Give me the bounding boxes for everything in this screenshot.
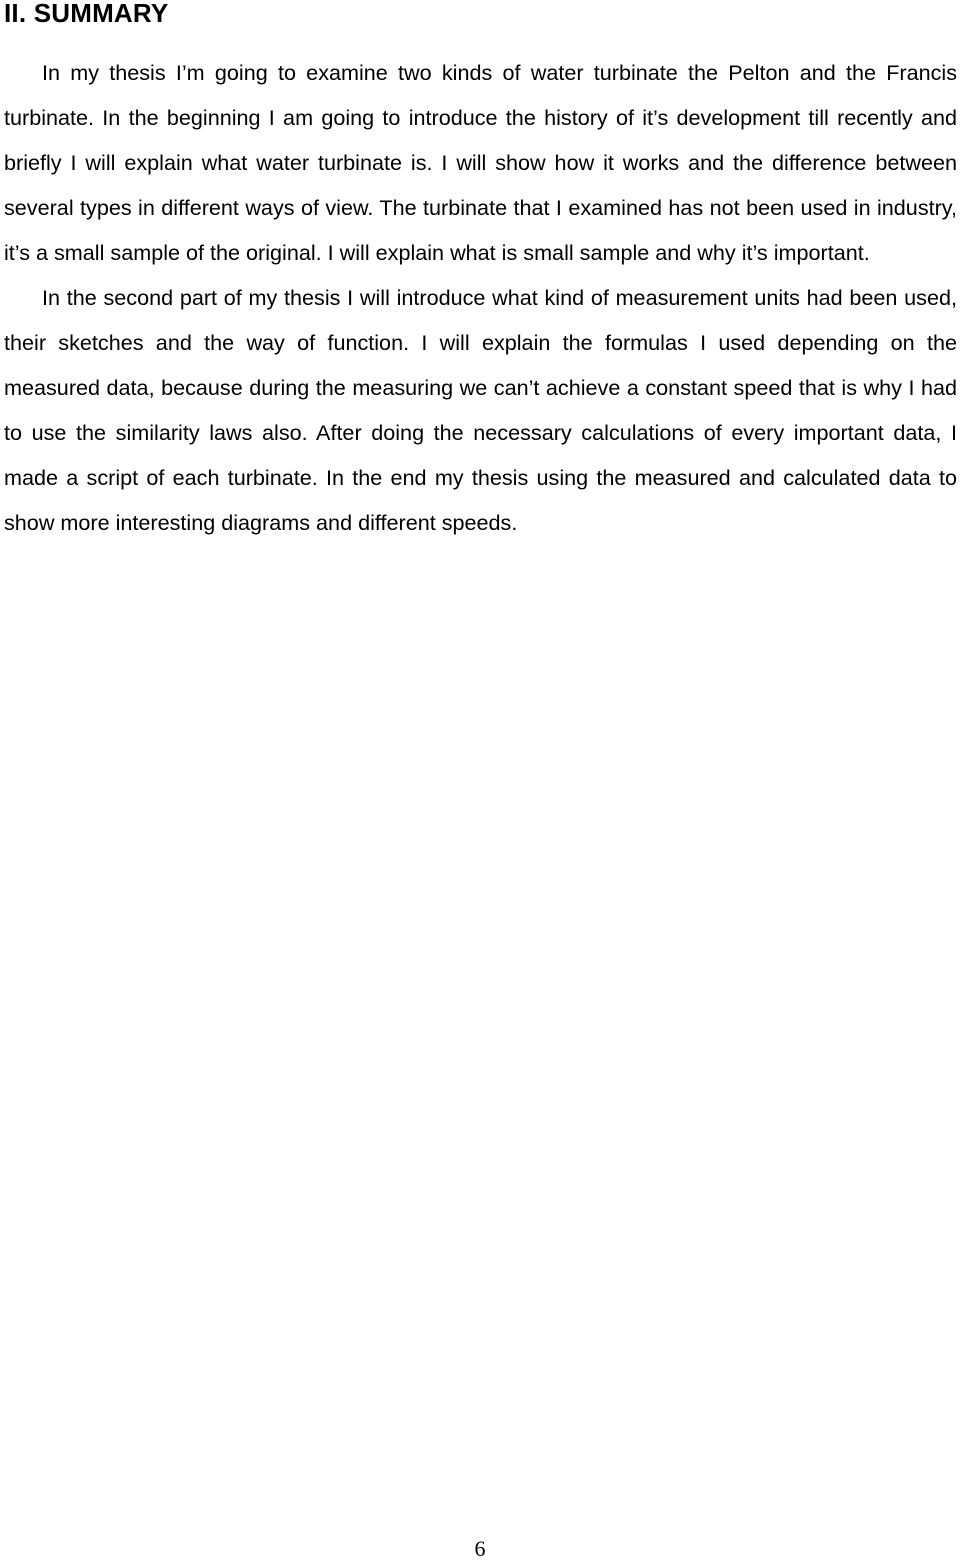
paragraph-intro: In my thesis I’m going to examine two kinds of water turbinate the Pelton and the Francis turbinate. In the beginning I am going to introduce the history of it’s development till recently and briefly I will explain what water turbinate is. I will show how it works and the difference between several types in different ways of view. The turbinate that I examined has not been used in industry, it’s a small sample of the original. I will explain what is small sample and why it’s important.: [4, 60, 957, 265]
section-heading: II. SUMMARY: [4, 0, 169, 28]
paragraph-methods: In the second part of my thesis I will introduce what kind of measurement units had been used, their sketches and the way of function. I will explain the formulas I used depending on the measured data, because during the measuring we can’t achieve a constant speed that is why I had to use the similarity laws also. After doing the necessary calculations of every important data, I made a script of each turbinate. In the end my thesis using the measured and calculated data to show more interesting diagrams and different speeds.: [4, 285, 957, 535]
page-number: 6: [474, 1536, 486, 1561]
summary-body: [4, 50, 957, 545]
